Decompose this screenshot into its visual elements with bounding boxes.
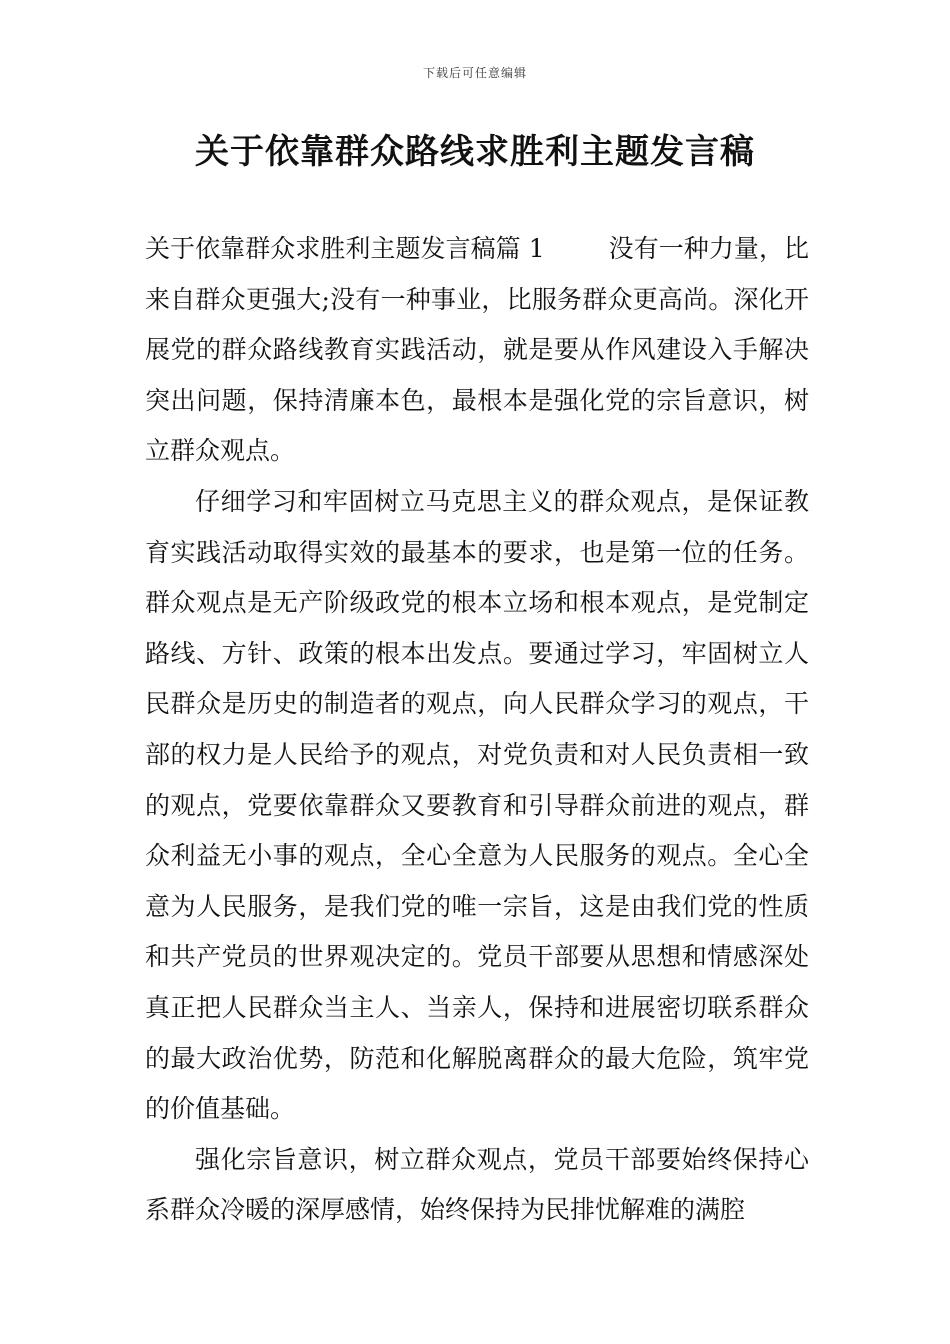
paragraph-1 (145, 224, 809, 477)
header-note: 下载后可任意编辑 (422, 66, 527, 80)
paragraph-1-body: 没有一种力量，比来自群众更强大;没有一种事业，比服务群众更高尚。深化开展党的群众路线教育实践活动，就是要从作风建设入手解决突出问题，保持清廉本色，最根本是强化党的宗旨意识，树立群众观点。 (145, 234, 809, 466)
paragraph-3: 强化宗旨意识，树立群众观点，党员干部要始终保持心系群众冷暖的深厚感情，始终保持为民排忧解难的满腔 (145, 1144, 809, 1225)
document-title: 关于依靠群众路线求胜利主题发言稿 (195, 132, 755, 172)
paragraph-2: 仔细学习和牢固树立马克思主义的群众观点，是保证教育实践活动取得实效的最基本的要求，也是第一位的任务。群众观点是无产阶级政党的根本立场和根本观点，是党制定路线、方针、政策的根本出发点。要通过学习，牢固树立人民群众是历史的制造者的观点，向人民群众学习的观点，干部的权力是人民给予的观点，对党负责和对人民负责相一致的观点，党要依靠群众又要教育和引导群众前进的观点，群众利益无小事的观点，全心全意为人民服务的观点。全心全意为人民服务，是我们党的唯一宗旨，这是由我们党的性质和共产党员的世界观决定的。党员干部要从思想和情感深处真正把人民群众当主人、当亲人，保持和进展密切联系群众的最大政治优势，防范和化解脱离群众的最大危险，筑牢党的价值基础。 (145, 486, 809, 1124)
paragraph-1-heading: 关于依靠群众求胜利主题发言稿篇 1 (145, 234, 545, 263)
document-body (145, 224, 809, 1236)
